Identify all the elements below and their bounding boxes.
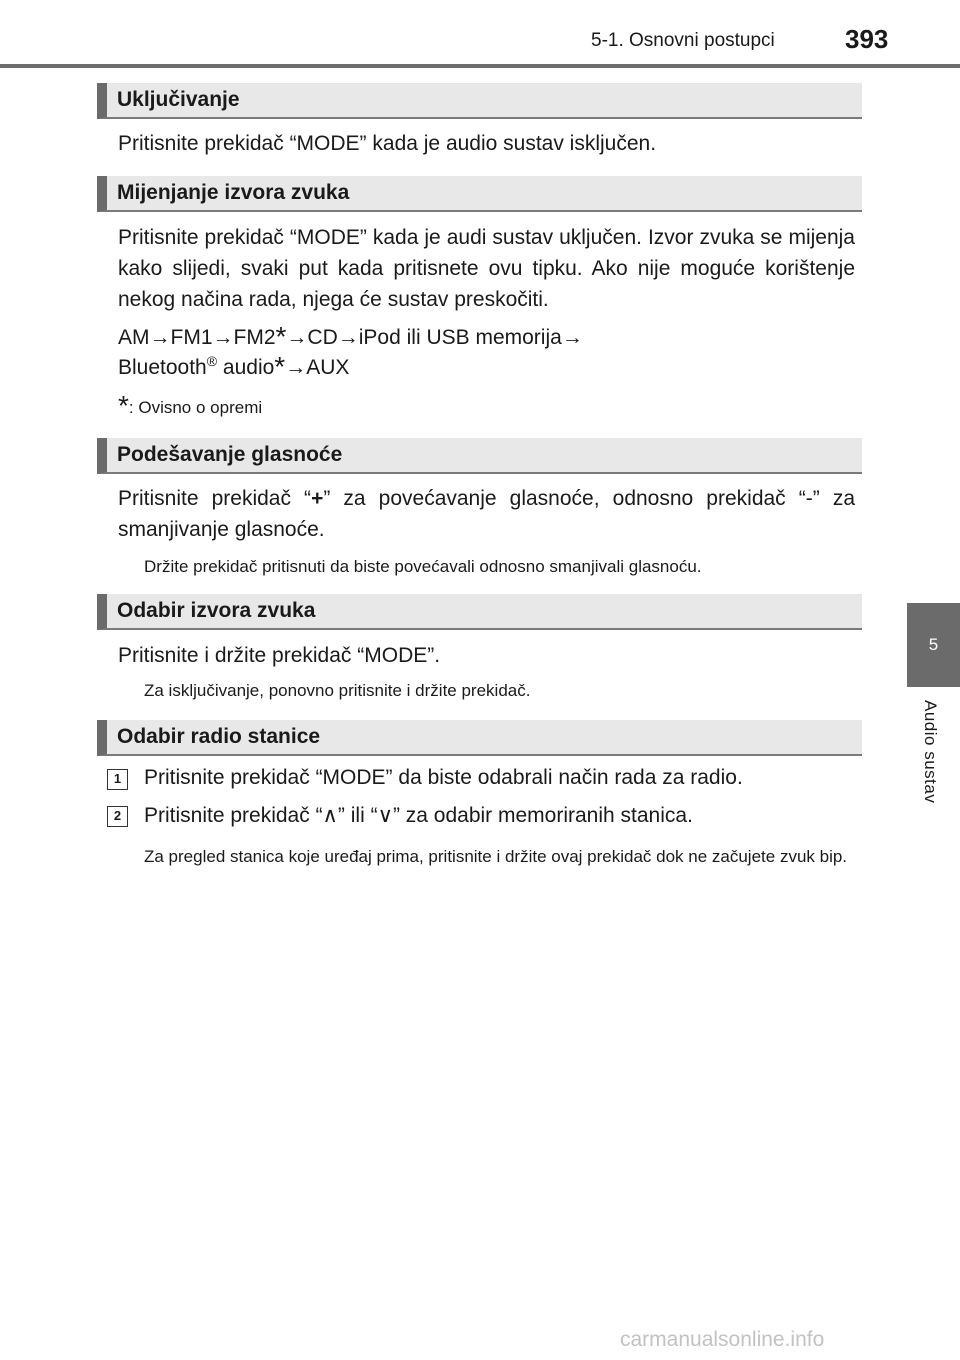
step-number-1: 1 <box>107 769 128 790</box>
section-note: Za pregled stanica koje uređaj prima, pritisnite i držite ovaj prekidač dok ne začujete zvuk bip. <box>144 847 848 866</box>
arrow-icon: → <box>337 326 359 349</box>
seq-item: CD <box>307 326 338 349</box>
header-divider <box>0 64 960 68</box>
plus-symbol: + <box>311 487 324 510</box>
section-title: Mijenjanje izvora zvuka <box>117 181 350 204</box>
section-body: Pritisnite prekidač “MODE” kada je audio sustav isključen. <box>118 132 657 155</box>
step-1-text: Pritisnite prekidač “MODE” da biste odabrali način rada za radio. <box>144 766 743 789</box>
header-section-title: 5-1. Osnovni postupci <box>591 30 775 51</box>
section-note: Držite prekidač pritisnuti da biste povećavali odnosno smanjivali glasnoću. <box>144 557 702 576</box>
footnote-marker: * <box>118 390 129 421</box>
arrow-icon: → <box>561 326 583 349</box>
watermark: carmanualsonline.info <box>620 1328 825 1351</box>
footnote-marker: * <box>275 321 287 352</box>
arrow-icon: → <box>286 326 308 349</box>
section-note: Za isključivanje, ponovno pritisnite i držite prekidač. <box>144 681 531 700</box>
chapter-label: Audio sustav <box>921 700 940 804</box>
page-number: 393 <box>845 24 889 54</box>
section-body: Pritisnite prekidač “MODE” kada je audi sustav uključen. Izvor zvuka se mijenja kako slijedi, svaki put kada pritisnete ovu tipku. Ako nije moguće korištenje nekog načina rada, njega će sustav preskočiti. <box>118 226 855 311</box>
seq-item: audio <box>217 356 275 379</box>
section-body: Pritisnite prekidač “+” za povećavanje glasnoće, odnosno prekidač “-” za smanjivanje glasnoće. <box>118 487 855 541</box>
seq-item: Bluetooth <box>118 356 207 379</box>
section-heading-odabir-radio <box>97 720 862 756</box>
footnote-marker: * <box>274 351 286 382</box>
section-heading-mijenjanje-izvora <box>97 176 862 212</box>
section-body: Pritisnite i držite prekidač “MODE”. <box>118 644 441 667</box>
section-heading-odabir-izvora <box>97 594 862 630</box>
step-2-text: Pritisnite prekidač “∧” ili “∨” za odabir memoriranih stanica. <box>144 804 693 827</box>
section-heading-ukljucivanje <box>97 83 862 119</box>
seq-item: iPod ili USB memorija <box>358 326 562 349</box>
arrow-icon: → <box>285 356 307 379</box>
source-sequence-cont <box>118 352 349 383</box>
step-number-2: 2 <box>107 806 128 827</box>
section-title: Uključivanje <box>117 88 240 111</box>
chapter-number: 5 <box>928 635 939 654</box>
arrow-icon: → <box>212 326 234 349</box>
section-title: Odabir izvora zvuka <box>117 599 316 622</box>
section-title: Odabir radio stanice <box>117 725 321 748</box>
seq-item: AUX <box>306 356 350 379</box>
registered-mark: ® <box>206 353 218 369</box>
footnote-text: : Ovisno o opremi <box>128 398 263 417</box>
source-sequence <box>118 322 583 353</box>
chapter-tab <box>907 603 960 687</box>
footnote <box>118 392 262 423</box>
section-heading-podesavanje-glasnoce <box>97 438 862 474</box>
seq-item: AM <box>118 326 150 349</box>
section-title: Podešavanje glasnoće <box>117 443 343 466</box>
seq-item: FM1 <box>170 326 213 349</box>
seq-item: FM2 <box>233 326 276 349</box>
arrow-icon: → <box>149 326 171 349</box>
